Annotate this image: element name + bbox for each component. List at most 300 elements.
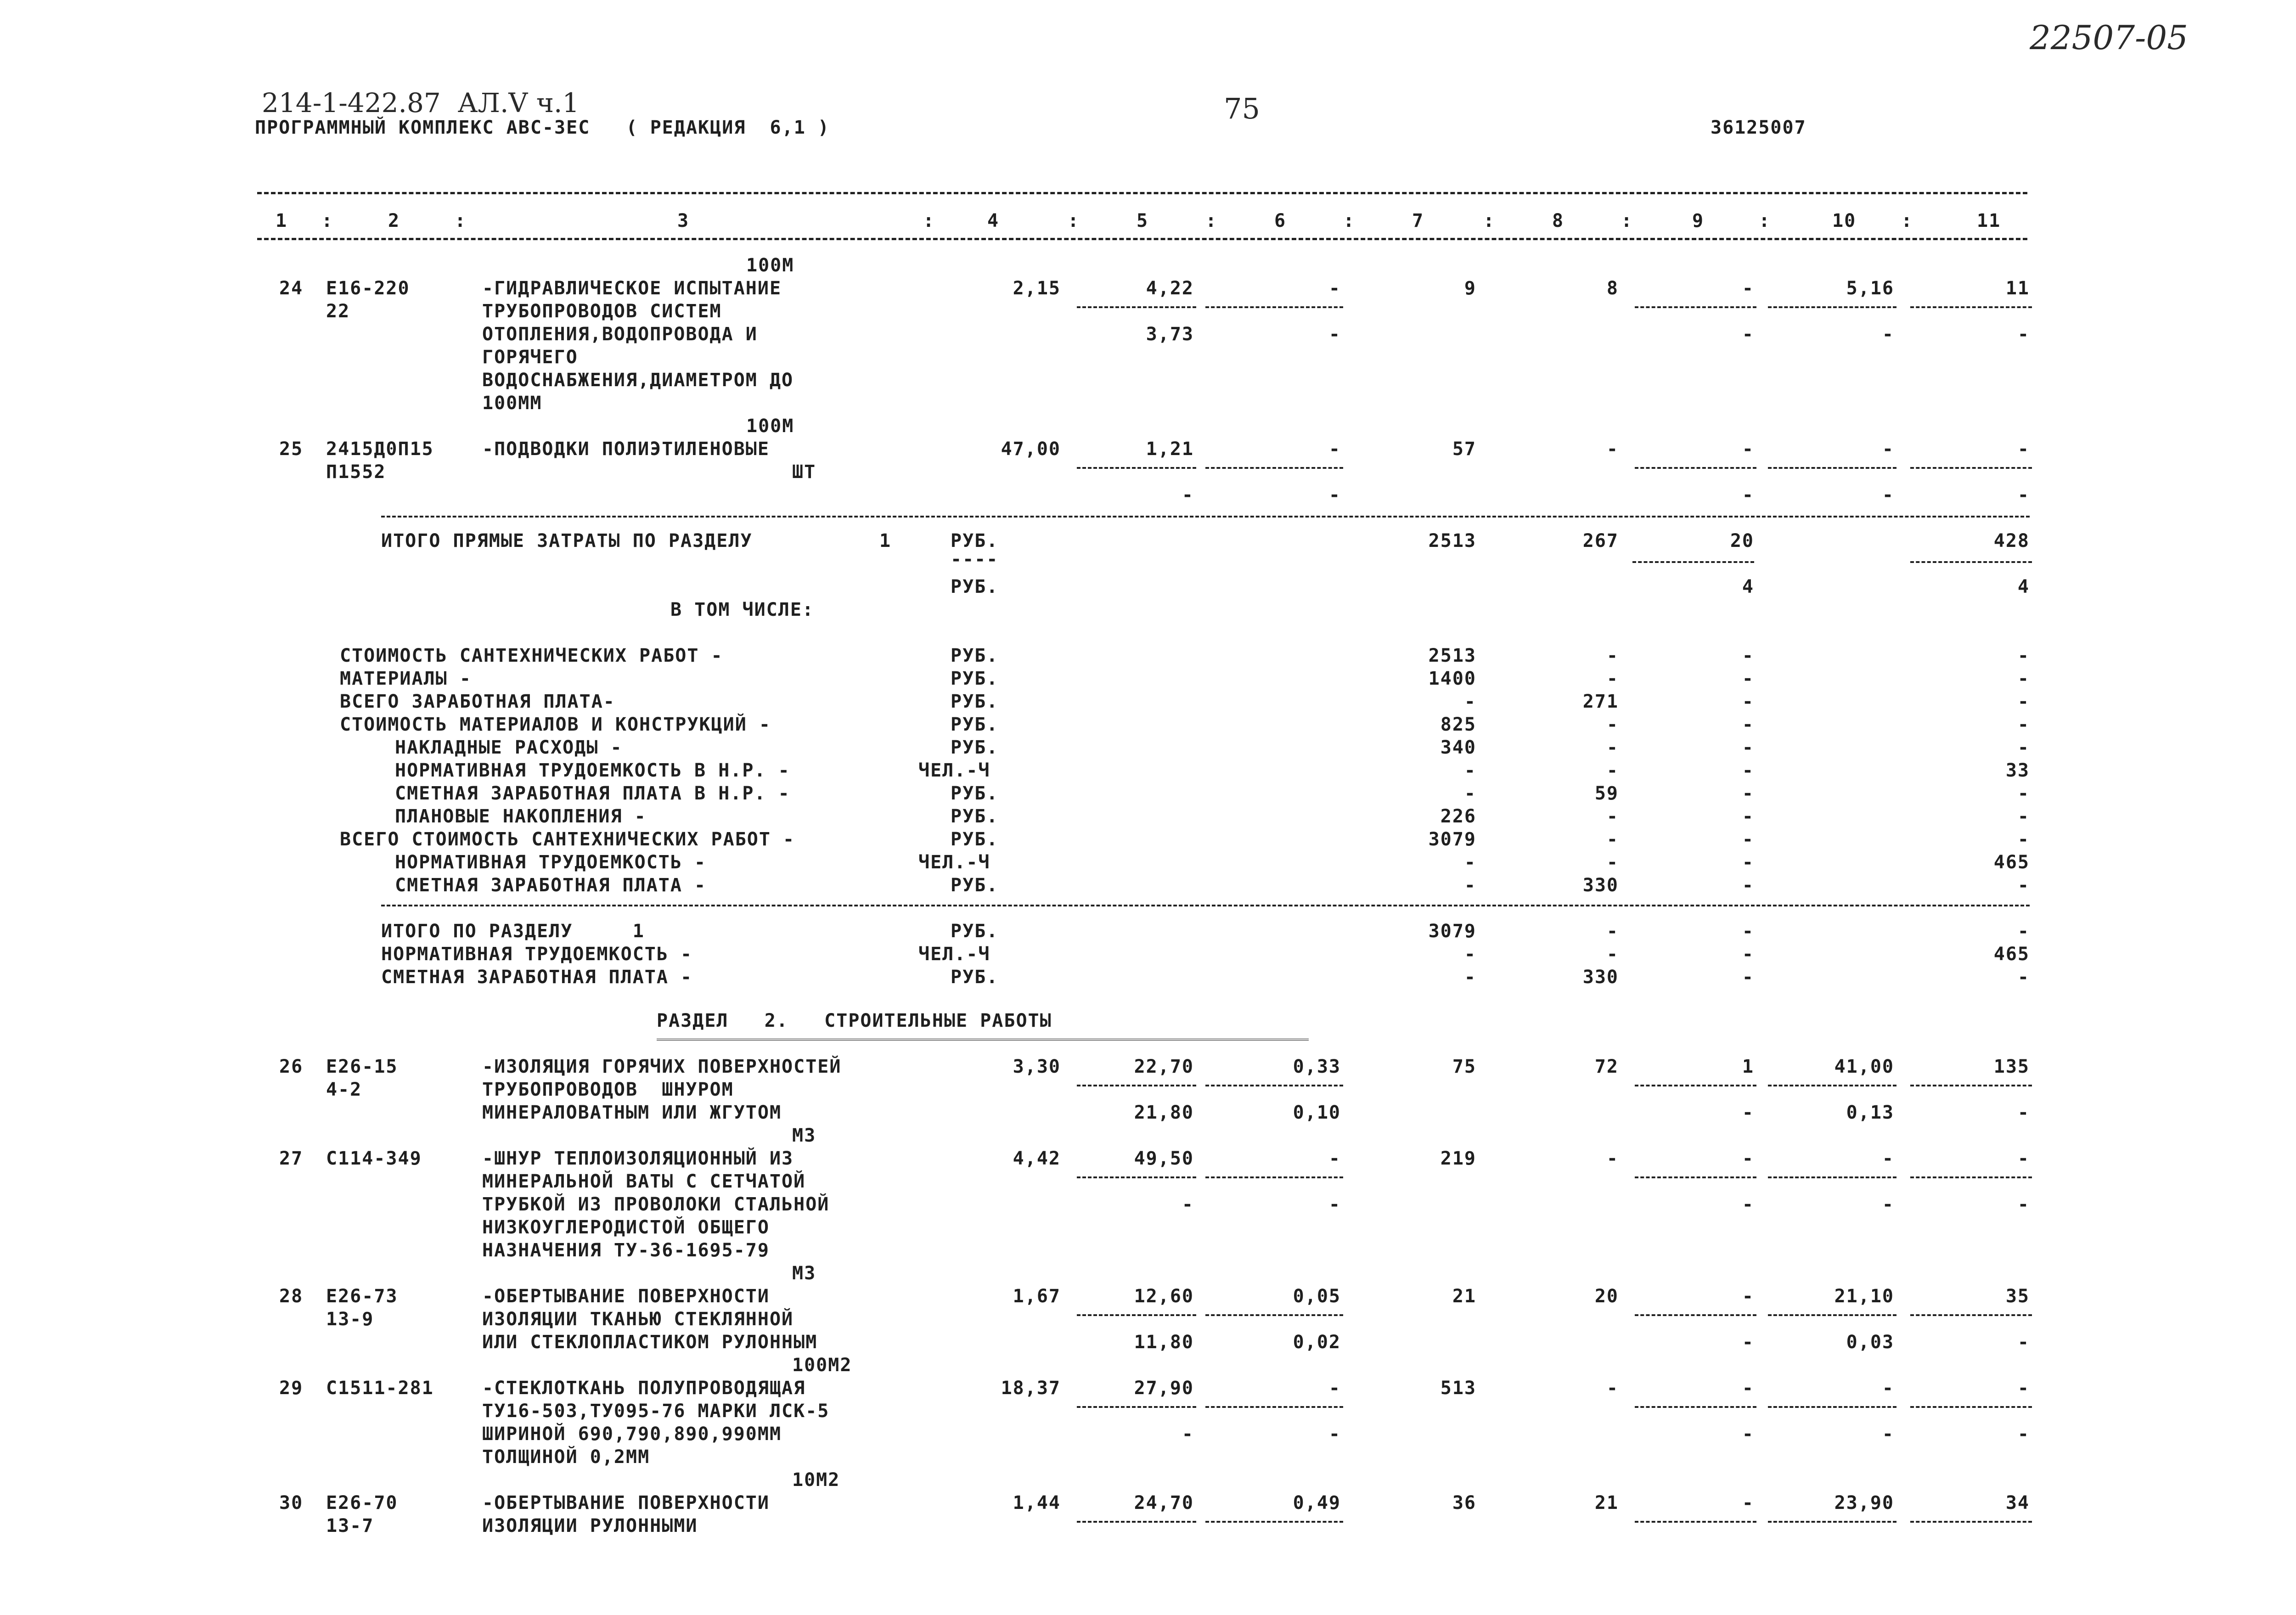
item-name: ТУ16-503,ТУ095-76 МАРКИ ЛСК-5 — [482, 1401, 830, 1422]
subtotal-rule — [1910, 561, 2032, 563]
item-number: 25 — [279, 439, 304, 460]
unit-label: М3 — [792, 1125, 816, 1146]
breakdown-unit: РУБ. — [951, 691, 999, 712]
cell-c9b: - — [1742, 324, 1754, 345]
breakdown-label: СТОИМОСТЬ САНТЕХНИЧЕСКИХ РАБОТ - — [340, 645, 723, 666]
item-name: ВОДОСНАБЖЕНИЯ,ДИАМЕТРОМ ДО — [482, 370, 794, 391]
subtotal-rule — [1768, 1406, 1896, 1408]
cell-c11b: - — [2017, 1332, 2030, 1353]
cell-c9: - — [1742, 668, 1754, 689]
item-name: ИЗОЛЯЦИИ ТКАНЬЮ СТЕКЛЯННОЙ — [482, 1309, 794, 1330]
column-number-4: 4 — [987, 210, 1000, 231]
cell-c11: 465 — [1993, 852, 2030, 873]
cell-c11b: 4 — [2017, 576, 2030, 597]
cell-c8: - — [1606, 921, 1619, 942]
column-number-5: 5 — [1137, 210, 1149, 231]
cell-c7: - — [1464, 783, 1476, 804]
cell-c9b: 4 — [1742, 576, 1754, 597]
cell-c9: - — [1742, 967, 1754, 988]
breakdown-label: ВСЕГО ЗАРАБОТНАЯ ПЛАТА- — [340, 691, 615, 712]
column-number-10: 10 — [1832, 210, 1857, 231]
breakdown-label: СМЕТНАЯ ЗАРАБОТНАЯ ПЛАТА - — [395, 875, 707, 896]
cell-c5: 1,21 — [1146, 439, 1194, 460]
breakdown-label: СМЕТНАЯ ЗАРАБОТНАЯ ПЛАТА В Н.Р. - — [395, 783, 790, 804]
cell-c9: - — [1742, 921, 1754, 942]
subtotal-rule — [1635, 1176, 1756, 1178]
cell-c10b: - — [1882, 484, 1894, 506]
subtotal-rule — [1632, 561, 1754, 563]
breakdown-unit: РУБ. — [951, 806, 999, 827]
item-name: ШИРИНОЙ 690,790,890,990ММ — [482, 1424, 782, 1445]
cell-c10: - — [1882, 439, 1894, 460]
cell-c5: 12,60 — [1134, 1286, 1194, 1307]
subtotal-rule — [1077, 1176, 1196, 1178]
cell-c6: 0,49 — [1293, 1492, 1341, 1514]
cell-c8: - — [1606, 806, 1619, 827]
cell-c11: 428 — [1993, 530, 2030, 551]
cell-c11: 11 — [2005, 278, 2030, 299]
cell-c9: - — [1742, 278, 1754, 299]
cell-c9: - — [1742, 852, 1754, 873]
cell-c11: - — [2017, 921, 2030, 942]
cell-c8: - — [1606, 714, 1619, 735]
item-name: -СТЕКЛОТКАНЬ ПОЛУПРОВОДЯЩАЯ — [482, 1378, 806, 1399]
item-name: НАЗНАЧЕНИЯ ТУ-36-1695-79 — [482, 1240, 770, 1261]
cell-c8: 330 — [1582, 967, 1619, 988]
cell-c7: 3079 — [1428, 921, 1476, 942]
cell-c11: - — [2017, 1378, 2030, 1399]
cell-c9: - — [1742, 944, 1754, 965]
item-name: -ИЗОЛЯЦИЯ ГОРЯЧИХ ПОВЕРХНОСТЕЙ — [482, 1056, 842, 1077]
column-divider: : — [455, 210, 467, 231]
cell-c11: - — [2017, 691, 2030, 712]
cell-c9b: - — [1742, 1332, 1754, 1353]
item-name: ТРУБОПРОВОДОВ СИСТЕМ — [482, 301, 722, 322]
item-number: 28 — [279, 1286, 304, 1307]
subtotal-rule — [1635, 1406, 1756, 1408]
cell-c10: - — [1882, 1148, 1894, 1169]
cell-c8: - — [1606, 760, 1619, 781]
cell-c10b: 0,13 — [1846, 1102, 1894, 1123]
cell-c10: 23,90 — [1834, 1492, 1894, 1514]
cell-c5b: - — [1182, 1194, 1194, 1215]
item-code: 22 — [326, 301, 350, 322]
item-name: 100ММ — [482, 393, 542, 414]
cell-c7: 219 — [1440, 1148, 1476, 1169]
cell-c7: 3079 — [1428, 829, 1476, 850]
breakdown-unit: ЧЕЛ.-Ч — [918, 852, 990, 873]
cell-c10b: - — [1882, 1424, 1894, 1445]
subtotal-rule — [1635, 306, 1756, 308]
item-name: НИЗКОУГЛЕРОДИСТОЙ ОБЩЕГО — [482, 1217, 770, 1238]
item-name: ТОЛЩИНОЙ 0,2ММ — [482, 1446, 650, 1468]
cell-c7: 825 — [1440, 714, 1476, 735]
cell-c10: 5,16 — [1846, 278, 1894, 299]
cell-c11b: - — [2017, 1102, 2030, 1123]
header-rule — [257, 238, 2027, 240]
cell-c7: - — [1464, 967, 1476, 988]
section-rule — [381, 516, 2030, 518]
item-code: Е16-220 — [326, 278, 410, 299]
section-2-underline — [657, 1039, 1309, 1043]
cell-c6b: - — [1328, 484, 1341, 506]
cell-c9b: - — [1742, 484, 1754, 506]
subtotal-rule — [1077, 467, 1196, 469]
cell-c5b: - — [1182, 1424, 1194, 1445]
cell-c9b: - — [1742, 1102, 1754, 1123]
handwritten-project-code: 214-1-422.87 АЛ.V ч.1 — [262, 87, 580, 118]
cell-c7: - — [1464, 852, 1476, 873]
cell-c9: - — [1742, 829, 1754, 850]
cell-c4: 1,44 — [1013, 1492, 1061, 1514]
item-number: 30 — [279, 1492, 304, 1514]
cell-c9: - — [1742, 439, 1754, 460]
cell-c6b: - — [1328, 1194, 1341, 1215]
itogo-section-label: СМЕТНАЯ ЗАРАБОТНАЯ ПЛАТА - — [381, 967, 693, 988]
item-name: -ШНУР ТЕПЛОИЗОЛЯЦИОННЫЙ ИЗ — [482, 1148, 794, 1169]
item-name: МИНЕРАЛОВАТНЫМ ИЛИ ЖГУТОМ — [482, 1102, 782, 1123]
cell-c7: 2513 — [1428, 645, 1476, 666]
cell-c5b: - — [1182, 484, 1194, 506]
cell-c11: 34 — [2005, 1492, 2030, 1514]
cell-c9: - — [1742, 806, 1754, 827]
item-name: -ПОДВОДКИ ПОЛИЭТИЛЕНОВЫЕ — [482, 439, 770, 460]
subtotal-rule — [1768, 1521, 1896, 1523]
cell-c6: 0,05 — [1293, 1286, 1341, 1307]
subtotal-rule — [1205, 1521, 1343, 1523]
section-2-title: РАЗДЕЛ 2. СТРОИТЕЛЬНЫЕ РАБОТЫ — [657, 1010, 1052, 1031]
column-divider: : — [1205, 210, 1218, 231]
item-name: ТРУБОПРОВОДОВ ШНУРОМ — [482, 1079, 734, 1100]
handwritten-sheet-number: 22507-05 — [2030, 18, 2188, 57]
cell-c7: 226 — [1440, 806, 1476, 827]
cell-c4: 1,67 — [1013, 1286, 1061, 1307]
column-number-11: 11 — [1977, 210, 2001, 231]
section-rule — [381, 905, 2030, 906]
breakdown-label: ВСЕГО СТОИМОСТЬ САНТЕХНИЧЕСКИХ РАБОТ - — [340, 829, 795, 850]
item-code: П1552 — [326, 461, 386, 483]
item-code: 13-7 — [326, 1515, 374, 1536]
breakdown-label: НАКЛАДНЫЕ РАСХОДЫ - — [395, 737, 623, 758]
cell-c11: - — [2017, 967, 2030, 988]
item-code: Е26-73 — [326, 1286, 398, 1307]
cell-c10b: - — [1882, 324, 1894, 345]
cell-c8: - — [1606, 737, 1619, 758]
column-divider: : — [1901, 210, 1913, 231]
item-code: С1511-281 — [326, 1378, 434, 1399]
column-divider: : — [1621, 210, 1633, 231]
cell-c8: - — [1606, 829, 1619, 850]
program-title: ПРОГРАММНЫЙ КОМПЛЕКС АВС-3ЕС ( РЕДАКЦИЯ 6,1 ) — [255, 117, 830, 138]
breakdown-unit: ЧЕЛ.-Ч — [918, 760, 990, 781]
cell-c8: 267 — [1582, 530, 1619, 551]
item-code: 4-2 — [326, 1079, 362, 1100]
itogo-section-unit: РУБ. — [951, 967, 999, 988]
cell-c7: 1400 — [1428, 668, 1476, 689]
cell-c11: - — [2017, 668, 2030, 689]
unit-label: 100М — [746, 255, 794, 276]
unit-label: М3 — [792, 1263, 816, 1284]
unit-label: 100М — [746, 416, 794, 437]
cell-c4: 2,15 — [1013, 278, 1061, 299]
cell-c11: - — [2017, 783, 2030, 804]
cell-c9: - — [1742, 783, 1754, 804]
cell-c5b: 11,80 — [1134, 1332, 1194, 1353]
cell-c10b: - — [1882, 1194, 1894, 1215]
v-tom-chisle: В ТОМ ЧИСЛЕ: — [670, 599, 814, 620]
subtotal-rule — [1635, 1314, 1756, 1316]
item-name: -ОБЕРТЫВАНИЕ ПОВЕРХНОСТИ — [482, 1492, 770, 1514]
itogo-section-label: НОРМАТИВНАЯ ТРУДОЕМКОСТЬ - — [381, 944, 693, 965]
subtotal-rule — [1077, 1406, 1196, 1408]
cell-c8: 20 — [1594, 1286, 1619, 1307]
breakdown-unit: РУБ. — [951, 875, 999, 896]
subtotal-rule — [1768, 467, 1896, 469]
cell-c9: 20 — [1730, 530, 1754, 551]
cell-c11: - — [2017, 806, 2030, 827]
cell-c11b: - — [2017, 1424, 2030, 1445]
subtotal-rule — [1635, 1085, 1756, 1086]
cell-c4: 4,42 — [1013, 1148, 1061, 1169]
cell-c6b: - — [1328, 1424, 1341, 1445]
breakdown-unit: РУБ. — [951, 668, 999, 689]
cell-c9b: - — [1742, 1424, 1754, 1445]
column-number-9: 9 — [1692, 210, 1705, 231]
itogo-direct-label: ИТОГО ПРЯМЫЕ ЗАТРАТЫ ПО РАЗДЕЛУ — [381, 530, 753, 551]
breakdown-unit: РУБ. — [951, 714, 999, 735]
subtotal-rule — [1205, 1314, 1343, 1316]
subtotal-rule — [1910, 1176, 2032, 1178]
cell-c6: - — [1328, 1148, 1341, 1169]
unit-label: 100М2 — [792, 1355, 852, 1376]
cell-c9: - — [1742, 645, 1754, 666]
breakdown-unit: РУБ. — [951, 645, 999, 666]
cell-c7: 513 — [1440, 1378, 1476, 1399]
breakdown-unit: РУБ. — [951, 829, 999, 850]
cell-c6b: 0,02 — [1293, 1332, 1341, 1353]
breakdown-unit: РУБ. — [951, 783, 999, 804]
subtotal-rule — [1077, 1085, 1196, 1086]
cell-c10: - — [1882, 1378, 1894, 1399]
cell-c6b: 0,10 — [1293, 1102, 1341, 1123]
cell-c6: - — [1328, 278, 1341, 299]
cell-c8: - — [1606, 1378, 1619, 1399]
subtotal-rule — [1077, 1314, 1196, 1316]
cell-c7: - — [1464, 875, 1476, 896]
cell-c11: - — [2017, 714, 2030, 735]
cell-c8: 271 — [1582, 691, 1619, 712]
column-divider: : — [1483, 210, 1496, 231]
column-number-2: 2 — [388, 210, 400, 231]
item-name: ИЗОЛЯЦИИ РУЛОННЫМИ — [482, 1515, 698, 1536]
column-number-8: 8 — [1552, 210, 1564, 231]
item-name: МИНЕРАЛЬНОЙ ВАТЫ С СЕТЧАТОЙ — [482, 1171, 806, 1192]
item-name: ТРУБКОЙ ИЗ ПРОВОЛОКИ СТАЛЬНОЙ — [482, 1194, 830, 1215]
subtotal-rule — [1768, 1085, 1896, 1086]
cell-c8: - — [1606, 439, 1619, 460]
cell-c7: - — [1464, 691, 1476, 712]
cell-c5: 49,50 — [1134, 1148, 1194, 1169]
subtotal-rule — [1205, 1176, 1343, 1178]
column-number-3: 3 — [677, 210, 690, 231]
breakdown-label: МАТЕРИАЛЫ - — [340, 668, 472, 689]
item-name: -ГИДРАВЛИЧЕСКОЕ ИСПЫТАНИЕ — [482, 278, 782, 299]
cell-c8: - — [1606, 668, 1619, 689]
subtotal-rule — [1077, 306, 1196, 308]
cell-c7: 57 — [1452, 439, 1476, 460]
cell-c11: - — [2017, 1148, 2030, 1169]
cell-c8: - — [1606, 1148, 1619, 1169]
cell-c7: 340 — [1440, 737, 1476, 758]
cell-c8: 59 — [1594, 783, 1619, 804]
cell-c11: - — [2017, 439, 2030, 460]
page-number: 75 — [1224, 92, 1260, 125]
cell-c9: - — [1742, 1286, 1754, 1307]
subtotal-rule — [1205, 1085, 1343, 1086]
itogo-direct-dash: ---- — [951, 549, 999, 570]
subtotal-rule — [1910, 467, 2032, 469]
item-number: 27 — [279, 1148, 304, 1169]
subtotal-rule — [1205, 306, 1343, 308]
cell-c9: - — [1742, 737, 1754, 758]
unit-label: ШТ — [792, 461, 816, 483]
cell-c5: 22,70 — [1134, 1056, 1194, 1077]
cell-c9: - — [1742, 1378, 1754, 1399]
breakdown-unit: РУБ. — [951, 737, 999, 758]
cell-c11: 35 — [2005, 1286, 2030, 1307]
cell-c6b: - — [1328, 324, 1341, 345]
cell-c6: - — [1328, 1378, 1341, 1399]
cell-c11: - — [2017, 829, 2030, 850]
subtotal-rule — [1910, 306, 2032, 308]
cell-c5: 27,90 — [1134, 1378, 1194, 1399]
cell-c8: - — [1606, 852, 1619, 873]
cell-c7: 36 — [1452, 1492, 1476, 1514]
item-number: 29 — [279, 1378, 304, 1399]
column-number-1: 1 — [276, 210, 288, 231]
subtotal-rule — [1635, 1521, 1756, 1523]
cell-c11: - — [2017, 875, 2030, 896]
cell-c9: - — [1742, 760, 1754, 781]
cell-c4: 47,00 — [1001, 439, 1061, 460]
item-code: 2415Д0П15 — [326, 439, 434, 460]
cell-c7: 9 — [1464, 278, 1476, 299]
cell-c9: - — [1742, 691, 1754, 712]
item-name: ГОРЯЧЕГО — [482, 347, 578, 368]
cell-c10b: 0,03 — [1846, 1332, 1894, 1353]
cell-c5: 24,70 — [1134, 1492, 1194, 1514]
cell-c5b: 21,80 — [1134, 1102, 1194, 1123]
unit-label: 10М2 — [792, 1469, 840, 1491]
cell-c11b: - — [2017, 324, 2030, 345]
itogo-direct-unit2: РУБ. — [951, 576, 999, 597]
cell-c8: - — [1606, 944, 1619, 965]
subtotal-rule — [1910, 1314, 2032, 1316]
column-divider: : — [321, 210, 334, 231]
itogo-direct-unit: РУБ. — [951, 530, 999, 551]
cell-c9: - — [1742, 714, 1754, 735]
cell-c10: 21,10 — [1834, 1286, 1894, 1307]
cell-c9b: - — [1742, 1194, 1754, 1215]
cell-c8: 72 — [1594, 1056, 1619, 1077]
item-number: 26 — [279, 1056, 304, 1077]
itogo-section-label: ИТОГО ПО РАЗДЕЛУ 1 — [381, 921, 645, 942]
subtotal-rule — [1910, 1521, 2032, 1523]
cell-c7: 2513 — [1428, 530, 1476, 551]
cell-c11: - — [2017, 645, 2030, 666]
document-number: 36125007 — [1711, 117, 1806, 138]
cell-c11: 135 — [1993, 1056, 2030, 1077]
itogo-section-unit: РУБ. — [951, 921, 999, 942]
cell-c9: - — [1742, 1492, 1754, 1514]
subtotal-rule — [1635, 467, 1756, 469]
item-code: 13-9 — [326, 1309, 374, 1330]
subtotal-rule — [1768, 306, 1896, 308]
breakdown-label: ПЛАНОВЫЕ НАКОПЛЕНИЯ - — [395, 806, 647, 827]
cell-c9: - — [1742, 1148, 1754, 1169]
cell-c7: 75 — [1452, 1056, 1476, 1077]
cell-c10: 41,00 — [1834, 1056, 1894, 1077]
column-divider: : — [1343, 210, 1356, 231]
cell-c8: 8 — [1606, 278, 1619, 299]
cell-c11: 465 — [1993, 944, 2030, 965]
cell-c11: 33 — [2005, 760, 2030, 781]
column-divider: : — [1759, 210, 1771, 231]
subtotal-rule — [1768, 1176, 1896, 1178]
subtotal-rule — [1768, 1314, 1896, 1316]
column-divider: : — [1068, 210, 1080, 231]
breakdown-label: НОРМАТИВНАЯ ТРУДОЕМКОСТЬ - — [395, 852, 707, 873]
cell-c7: - — [1464, 944, 1476, 965]
item-name: ИЛИ СТЕКЛОПЛАСТИКОМ РУЛОННЫМ — [482, 1332, 818, 1353]
cell-c8: - — [1606, 645, 1619, 666]
subtotal-rule — [1205, 1406, 1343, 1408]
cell-c5: 4,22 — [1146, 278, 1194, 299]
breakdown-label: НОРМАТИВНАЯ ТРУДОЕМКОСТЬ В Н.Р. - — [395, 760, 790, 781]
cell-c11b: - — [2017, 1194, 2030, 1215]
subtotal-rule — [1205, 467, 1343, 469]
cell-c8: 330 — [1582, 875, 1619, 896]
cell-c6: - — [1328, 439, 1341, 460]
cell-c11b: - — [2017, 484, 2030, 506]
item-code: Е26-15 — [326, 1056, 398, 1077]
cell-c7: - — [1464, 760, 1476, 781]
cell-c11: - — [2017, 737, 2030, 758]
item-code: С114-349 — [326, 1148, 422, 1169]
cell-c7: 21 — [1452, 1286, 1476, 1307]
top-rule — [257, 192, 2027, 194]
cell-c4: 3,30 — [1013, 1056, 1061, 1077]
subtotal-rule — [1077, 1521, 1196, 1523]
cell-c4: 18,37 — [1001, 1378, 1061, 1399]
breakdown-label: СТОИМОСТЬ МАТЕРИАЛОВ И КОНСТРУКЦИЙ - — [340, 714, 771, 735]
item-number: 24 — [279, 278, 304, 299]
item-name: -ОБЕРТЫВАНИЕ ПОВЕРХНОСТИ — [482, 1286, 770, 1307]
cell-c5b: 3,73 — [1146, 324, 1194, 345]
subtotal-rule — [1910, 1406, 2032, 1408]
subtotal-rule — [1910, 1085, 2032, 1086]
itogo-direct-section: 1 — [879, 530, 892, 551]
itogo-section-unit: ЧЕЛ.-Ч — [918, 944, 990, 965]
cell-c8: 21 — [1594, 1492, 1619, 1514]
item-code: Е26-70 — [326, 1492, 398, 1514]
column-divider: : — [923, 210, 935, 231]
cell-c6: 0,33 — [1293, 1056, 1341, 1077]
column-number-7: 7 — [1412, 210, 1424, 231]
item-name: ОТОПЛЕНИЯ,ВОДОПРОВОДА И — [482, 324, 758, 345]
cell-c9: - — [1742, 875, 1754, 896]
column-number-6: 6 — [1274, 210, 1287, 231]
